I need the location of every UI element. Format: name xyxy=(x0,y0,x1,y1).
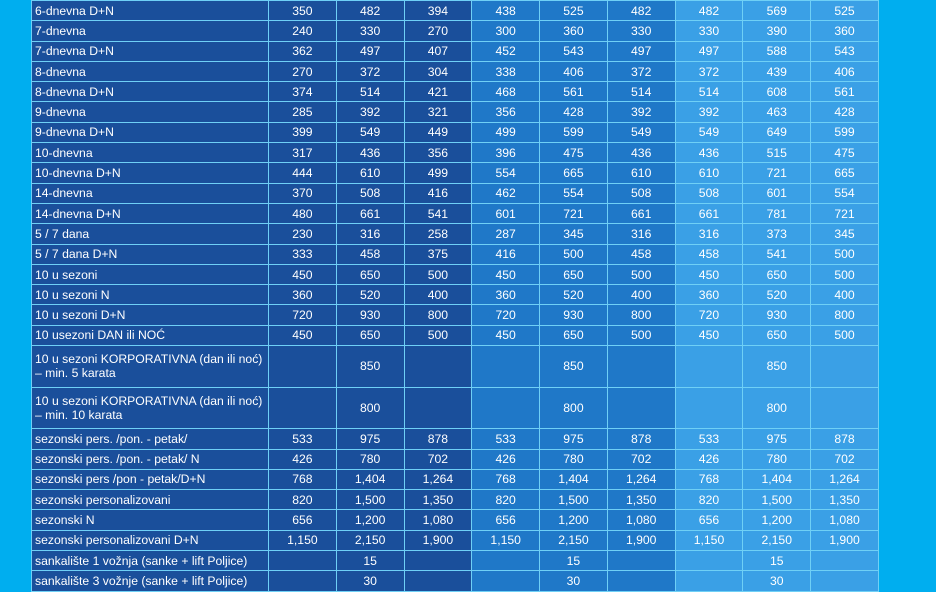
table-row xyxy=(32,61,879,81)
price-cell: 549 xyxy=(675,122,743,142)
table-row xyxy=(32,244,879,264)
price-cell: 800 xyxy=(336,387,404,429)
price-cell: 287 xyxy=(472,224,540,244)
price-cell: 350 xyxy=(269,1,337,21)
price-cell: 650 xyxy=(336,325,404,345)
price-cell: 1,350 xyxy=(811,490,879,510)
price-cell: 407 xyxy=(404,41,472,61)
price-cell: 656 xyxy=(675,510,743,530)
price-cell: 406 xyxy=(811,61,879,81)
price-cell: 508 xyxy=(675,183,743,203)
price-cell xyxy=(675,387,743,429)
price-cell: 482 xyxy=(607,1,675,21)
price-cell: 800 xyxy=(540,387,608,429)
price-cell: 258 xyxy=(404,224,472,244)
table-row xyxy=(32,490,879,510)
price-cell: 768 xyxy=(269,469,337,489)
price-cell: 514 xyxy=(607,82,675,102)
price-cell: 2,150 xyxy=(743,530,811,550)
price-cell: 650 xyxy=(743,325,811,345)
row-label: sankalište 1 vožnja (sanke + lift Poljice) xyxy=(32,551,269,571)
price-cell: 601 xyxy=(472,203,540,223)
price-cell: 360 xyxy=(472,285,540,305)
price-cell: 780 xyxy=(743,449,811,469)
price-cell: 375 xyxy=(404,244,472,264)
row-label: sezonski pers /pon - petak/D+N xyxy=(32,469,269,489)
row-label: 14-dnevna xyxy=(32,183,269,203)
price-cell: 650 xyxy=(336,264,404,284)
price-cell: 330 xyxy=(607,21,675,41)
price-cell: 720 xyxy=(675,305,743,325)
price-cell: 514 xyxy=(336,82,404,102)
row-label: 7-dnevna xyxy=(32,21,269,41)
price-cell: 396 xyxy=(472,143,540,163)
table-row xyxy=(32,183,879,203)
table-row xyxy=(32,143,879,163)
price-cell: 394 xyxy=(404,1,472,21)
price-cell: 520 xyxy=(540,285,608,305)
price-cell: 2,150 xyxy=(540,530,608,550)
price-cell: 30 xyxy=(336,571,404,591)
row-label: 9-dnevna xyxy=(32,102,269,122)
table-row xyxy=(32,41,879,61)
price-cell: 450 xyxy=(472,264,540,284)
price-cell: 2,150 xyxy=(336,530,404,550)
price-cell: 720 xyxy=(269,305,337,325)
price-cell: 514 xyxy=(675,82,743,102)
price-cell xyxy=(472,551,540,571)
price-cell: 482 xyxy=(675,1,743,21)
row-label: sankalište 3 vožnje (sanke + lift Poljice) xyxy=(32,571,269,591)
price-cell: 450 xyxy=(472,325,540,345)
price-cell: 850 xyxy=(336,346,404,388)
price-cell: 1,200 xyxy=(336,510,404,530)
price-cell: 721 xyxy=(540,203,608,223)
price-cell: 569 xyxy=(743,1,811,21)
price-cell: 525 xyxy=(540,1,608,21)
price-cell: 721 xyxy=(743,163,811,183)
row-label: 5 / 7 dana D+N xyxy=(32,244,269,264)
table-row xyxy=(32,264,879,284)
price-cell: 463 xyxy=(743,102,811,122)
price-cell: 1,900 xyxy=(811,530,879,550)
price-cell: 426 xyxy=(675,449,743,469)
price-cell: 316 xyxy=(675,224,743,244)
price-cell: 1,900 xyxy=(404,530,472,550)
price-cell: 285 xyxy=(269,102,337,122)
price-cell: 400 xyxy=(607,285,675,305)
table-row xyxy=(32,530,879,550)
price-cell: 497 xyxy=(675,41,743,61)
price-cell: 438 xyxy=(472,1,540,21)
price-cell: 768 xyxy=(472,469,540,489)
price-cell: 520 xyxy=(743,285,811,305)
table-row xyxy=(32,510,879,530)
price-cell: 599 xyxy=(540,122,608,142)
price-cell: 372 xyxy=(675,61,743,81)
table-row xyxy=(32,346,879,388)
price-cell: 399 xyxy=(269,122,337,142)
price-cell: 878 xyxy=(607,429,675,449)
price-cell: 497 xyxy=(607,41,675,61)
price-cell: 599 xyxy=(811,122,879,142)
price-cell: 497 xyxy=(336,41,404,61)
price-cell: 444 xyxy=(269,163,337,183)
price-cell: 345 xyxy=(540,224,608,244)
price-cell: 426 xyxy=(269,449,337,469)
price-cell: 508 xyxy=(336,183,404,203)
price-cell: 554 xyxy=(540,183,608,203)
price-cell: 820 xyxy=(675,490,743,510)
price-cell: 878 xyxy=(404,429,472,449)
price-cell: 1,500 xyxy=(540,490,608,510)
row-label: 14-dnevna D+N xyxy=(32,203,269,223)
price-cell xyxy=(269,551,337,571)
price-cell: 360 xyxy=(269,285,337,305)
price-cell: 373 xyxy=(743,224,811,244)
price-cell: 392 xyxy=(607,102,675,122)
price-cell: 270 xyxy=(404,21,472,41)
price-cell: 1,404 xyxy=(743,469,811,489)
table-row xyxy=(32,469,879,489)
table-row xyxy=(32,387,879,429)
price-cell: 362 xyxy=(269,41,337,61)
price-cell: 240 xyxy=(269,21,337,41)
price-cell: 561 xyxy=(540,82,608,102)
price-cell: 480 xyxy=(269,203,337,223)
price-cell: 421 xyxy=(404,82,472,102)
price-cell xyxy=(269,346,337,388)
price-cell xyxy=(811,387,879,429)
price-cell: 608 xyxy=(743,82,811,102)
price-cell: 500 xyxy=(404,264,472,284)
price-cell: 450 xyxy=(269,264,337,284)
table-row xyxy=(32,1,879,21)
price-cell: 270 xyxy=(269,61,337,81)
price-cell: 781 xyxy=(743,203,811,223)
price-cell: 316 xyxy=(336,224,404,244)
price-cell: 1,900 xyxy=(607,530,675,550)
price-cell: 1,350 xyxy=(404,490,472,510)
price-cell: 475 xyxy=(811,143,879,163)
price-cell: 533 xyxy=(675,429,743,449)
table-row xyxy=(32,21,879,41)
price-cell: 702 xyxy=(811,449,879,469)
price-cell: 449 xyxy=(404,122,472,142)
row-label: 10-dnevna xyxy=(32,143,269,163)
price-cell: 450 xyxy=(675,325,743,345)
row-label: sezonski N xyxy=(32,510,269,530)
price-cell: 400 xyxy=(811,285,879,305)
price-cell: 878 xyxy=(811,429,879,449)
price-cell: 458 xyxy=(336,244,404,264)
price-cell: 1,080 xyxy=(404,510,472,530)
price-cell: 321 xyxy=(404,102,472,122)
price-cell: 665 xyxy=(540,163,608,183)
row-label: sezonski personalizovani xyxy=(32,490,269,510)
price-cell: 428 xyxy=(540,102,608,122)
price-cell: 428 xyxy=(811,102,879,122)
price-cell: 975 xyxy=(743,429,811,449)
price-cell: 610 xyxy=(675,163,743,183)
price-cell: 649 xyxy=(743,122,811,142)
row-label: 10 u sezoni KORPORATIVNA (dan ili noć) – min. 5 karata xyxy=(32,346,269,388)
table-row xyxy=(32,325,879,345)
row-label: 9-dnevna D+N xyxy=(32,122,269,142)
price-cell: 317 xyxy=(269,143,337,163)
price-cell: 330 xyxy=(675,21,743,41)
price-cell: 820 xyxy=(472,490,540,510)
price-cell: 452 xyxy=(472,41,540,61)
price-cell: 1,150 xyxy=(472,530,540,550)
price-cell: 702 xyxy=(607,449,675,469)
price-cell: 436 xyxy=(607,143,675,163)
price-cell: 549 xyxy=(336,122,404,142)
price-cell: 300 xyxy=(472,21,540,41)
price-cell: 1,264 xyxy=(607,469,675,489)
price-cell: 30 xyxy=(743,571,811,591)
price-cell: 930 xyxy=(743,305,811,325)
price-cell: 372 xyxy=(336,61,404,81)
price-cell: 345 xyxy=(811,224,879,244)
price-cell: 500 xyxy=(811,264,879,284)
price-cell: 230 xyxy=(269,224,337,244)
price-cell: 439 xyxy=(743,61,811,81)
price-cell: 1,264 xyxy=(811,469,879,489)
price-table xyxy=(31,0,879,592)
table-row xyxy=(32,224,879,244)
price-cell: 610 xyxy=(607,163,675,183)
price-cell: 720 xyxy=(472,305,540,325)
price-cell: 333 xyxy=(269,244,337,264)
price-cell: 458 xyxy=(607,244,675,264)
table-row xyxy=(32,429,879,449)
price-cell xyxy=(404,387,472,429)
price-cell: 930 xyxy=(540,305,608,325)
price-cell: 661 xyxy=(675,203,743,223)
price-cell: 930 xyxy=(336,305,404,325)
price-cell: 500 xyxy=(607,325,675,345)
price-cell: 500 xyxy=(404,325,472,345)
price-cell: 416 xyxy=(472,244,540,264)
price-cell: 360 xyxy=(675,285,743,305)
price-cell: 499 xyxy=(472,122,540,142)
row-label: 10-dnevna D+N xyxy=(32,163,269,183)
price-cell: 360 xyxy=(540,21,608,41)
price-cell: 316 xyxy=(607,224,675,244)
price-cell xyxy=(472,346,540,388)
price-cell: 515 xyxy=(743,143,811,163)
price-cell: 500 xyxy=(607,264,675,284)
price-cell: 721 xyxy=(811,203,879,223)
price-cell: 525 xyxy=(811,1,879,21)
price-cell: 426 xyxy=(472,449,540,469)
row-label: 6-dnevna D+N xyxy=(32,1,269,21)
price-cell: 850 xyxy=(743,346,811,388)
row-label: 10 u sezoni D+N xyxy=(32,305,269,325)
price-cell: 610 xyxy=(336,163,404,183)
table-row xyxy=(32,285,879,305)
row-label: 10 u sezoni N xyxy=(32,285,269,305)
price-cell: 1,200 xyxy=(540,510,608,530)
price-cell: 356 xyxy=(404,143,472,163)
price-cell: 392 xyxy=(675,102,743,122)
price-cell: 1,080 xyxy=(811,510,879,530)
price-cell: 601 xyxy=(743,183,811,203)
price-cell: 370 xyxy=(269,183,337,203)
price-cell: 330 xyxy=(336,21,404,41)
row-label: sezonski personalizovani D+N xyxy=(32,530,269,550)
table-row xyxy=(32,82,879,102)
price-cell: 850 xyxy=(540,346,608,388)
row-label: sezonski pers. /pon. - petak/ N xyxy=(32,449,269,469)
price-cell: 482 xyxy=(336,1,404,21)
price-cell: 1,350 xyxy=(607,490,675,510)
table-row xyxy=(32,551,879,571)
price-cell: 975 xyxy=(540,429,608,449)
price-cell: 1,150 xyxy=(269,530,337,550)
price-cell: 416 xyxy=(404,183,472,203)
table-row xyxy=(32,163,879,183)
price-cell: 508 xyxy=(607,183,675,203)
price-cell: 450 xyxy=(269,325,337,345)
price-cell: 15 xyxy=(540,551,608,571)
price-cell: 800 xyxy=(743,387,811,429)
price-cell: 392 xyxy=(336,102,404,122)
row-label: sezonski pers. /pon. - petak/ xyxy=(32,429,269,449)
price-cell: 500 xyxy=(540,244,608,264)
price-cell: 1,080 xyxy=(607,510,675,530)
price-cell: 1,150 xyxy=(675,530,743,550)
price-cell: 406 xyxy=(540,61,608,81)
price-cell: 656 xyxy=(269,510,337,530)
price-cell: 533 xyxy=(269,429,337,449)
price-cell: 15 xyxy=(743,551,811,571)
price-cell: 475 xyxy=(540,143,608,163)
price-cell: 450 xyxy=(675,264,743,284)
price-cell: 780 xyxy=(336,449,404,469)
price-cell: 561 xyxy=(811,82,879,102)
table-row xyxy=(32,102,879,122)
price-cell: 800 xyxy=(811,305,879,325)
row-label: 10 u sezoni xyxy=(32,264,269,284)
price-cell: 661 xyxy=(607,203,675,223)
price-cell: 768 xyxy=(675,469,743,489)
price-cell: 533 xyxy=(472,429,540,449)
price-cell: 1,264 xyxy=(404,469,472,489)
price-cell: 665 xyxy=(811,163,879,183)
price-cell: 500 xyxy=(811,244,879,264)
price-cell: 541 xyxy=(404,203,472,223)
price-cell: 1,500 xyxy=(336,490,404,510)
price-cell: 304 xyxy=(404,61,472,81)
table-row xyxy=(32,305,879,325)
price-cell: 499 xyxy=(404,163,472,183)
price-cell: 588 xyxy=(743,41,811,61)
row-label: 7-dnevna D+N xyxy=(32,41,269,61)
price-cell: 1,500 xyxy=(743,490,811,510)
price-cell: 1,404 xyxy=(336,469,404,489)
price-cell xyxy=(675,551,743,571)
price-cell: 780 xyxy=(540,449,608,469)
price-cell: 1,200 xyxy=(743,510,811,530)
price-cell: 436 xyxy=(336,143,404,163)
price-cell: 458 xyxy=(675,244,743,264)
price-cell: 554 xyxy=(811,183,879,203)
price-cell: 650 xyxy=(743,264,811,284)
price-cell: 462 xyxy=(472,183,540,203)
price-cell xyxy=(269,387,337,429)
price-cell: 468 xyxy=(472,82,540,102)
price-cell xyxy=(607,346,675,388)
price-cell: 549 xyxy=(607,122,675,142)
price-cell xyxy=(607,551,675,571)
price-cell: 500 xyxy=(811,325,879,345)
price-cell xyxy=(811,551,879,571)
price-cell: 975 xyxy=(336,429,404,449)
price-cell: 650 xyxy=(540,325,608,345)
price-cell: 520 xyxy=(336,285,404,305)
price-cell: 541 xyxy=(743,244,811,264)
price-cell: 702 xyxy=(404,449,472,469)
price-cell: 820 xyxy=(269,490,337,510)
row-label: 8-dnevna D+N xyxy=(32,82,269,102)
price-cell: 338 xyxy=(472,61,540,81)
price-cell: 360 xyxy=(811,21,879,41)
price-cell: 356 xyxy=(472,102,540,122)
price-cell: 656 xyxy=(472,510,540,530)
price-cell xyxy=(404,551,472,571)
price-cell: 400 xyxy=(404,285,472,305)
price-cell: 15 xyxy=(336,551,404,571)
price-cell: 554 xyxy=(472,163,540,183)
price-cell: 390 xyxy=(743,21,811,41)
price-cell xyxy=(472,387,540,429)
price-cell: 372 xyxy=(607,61,675,81)
price-cell: 436 xyxy=(675,143,743,163)
price-table-container xyxy=(31,0,878,592)
row-label: 10 usezoni DAN ili NOĆ xyxy=(32,325,269,345)
row-label: 5 / 7 dana xyxy=(32,224,269,244)
price-cell xyxy=(404,346,472,388)
row-label: 8-dnevna xyxy=(32,61,269,81)
price-cell: 30 xyxy=(540,571,608,591)
table-row xyxy=(32,122,879,142)
price-cell: 661 xyxy=(336,203,404,223)
price-cell xyxy=(675,346,743,388)
price-cell: 543 xyxy=(540,41,608,61)
table-row xyxy=(32,449,879,469)
price-cell: 374 xyxy=(269,82,337,102)
row-label: 10 u sezoni KORPORATIVNA (dan ili noć) – min. 10 karata xyxy=(32,387,269,429)
price-cell: 650 xyxy=(540,264,608,284)
price-cell: 800 xyxy=(404,305,472,325)
price-cell: 543 xyxy=(811,41,879,61)
price-cell xyxy=(607,387,675,429)
price-cell: 800 xyxy=(607,305,675,325)
price-table-body xyxy=(32,1,879,592)
price-cell xyxy=(811,346,879,388)
price-cell: 1,404 xyxy=(540,469,608,489)
table-row xyxy=(32,203,879,223)
